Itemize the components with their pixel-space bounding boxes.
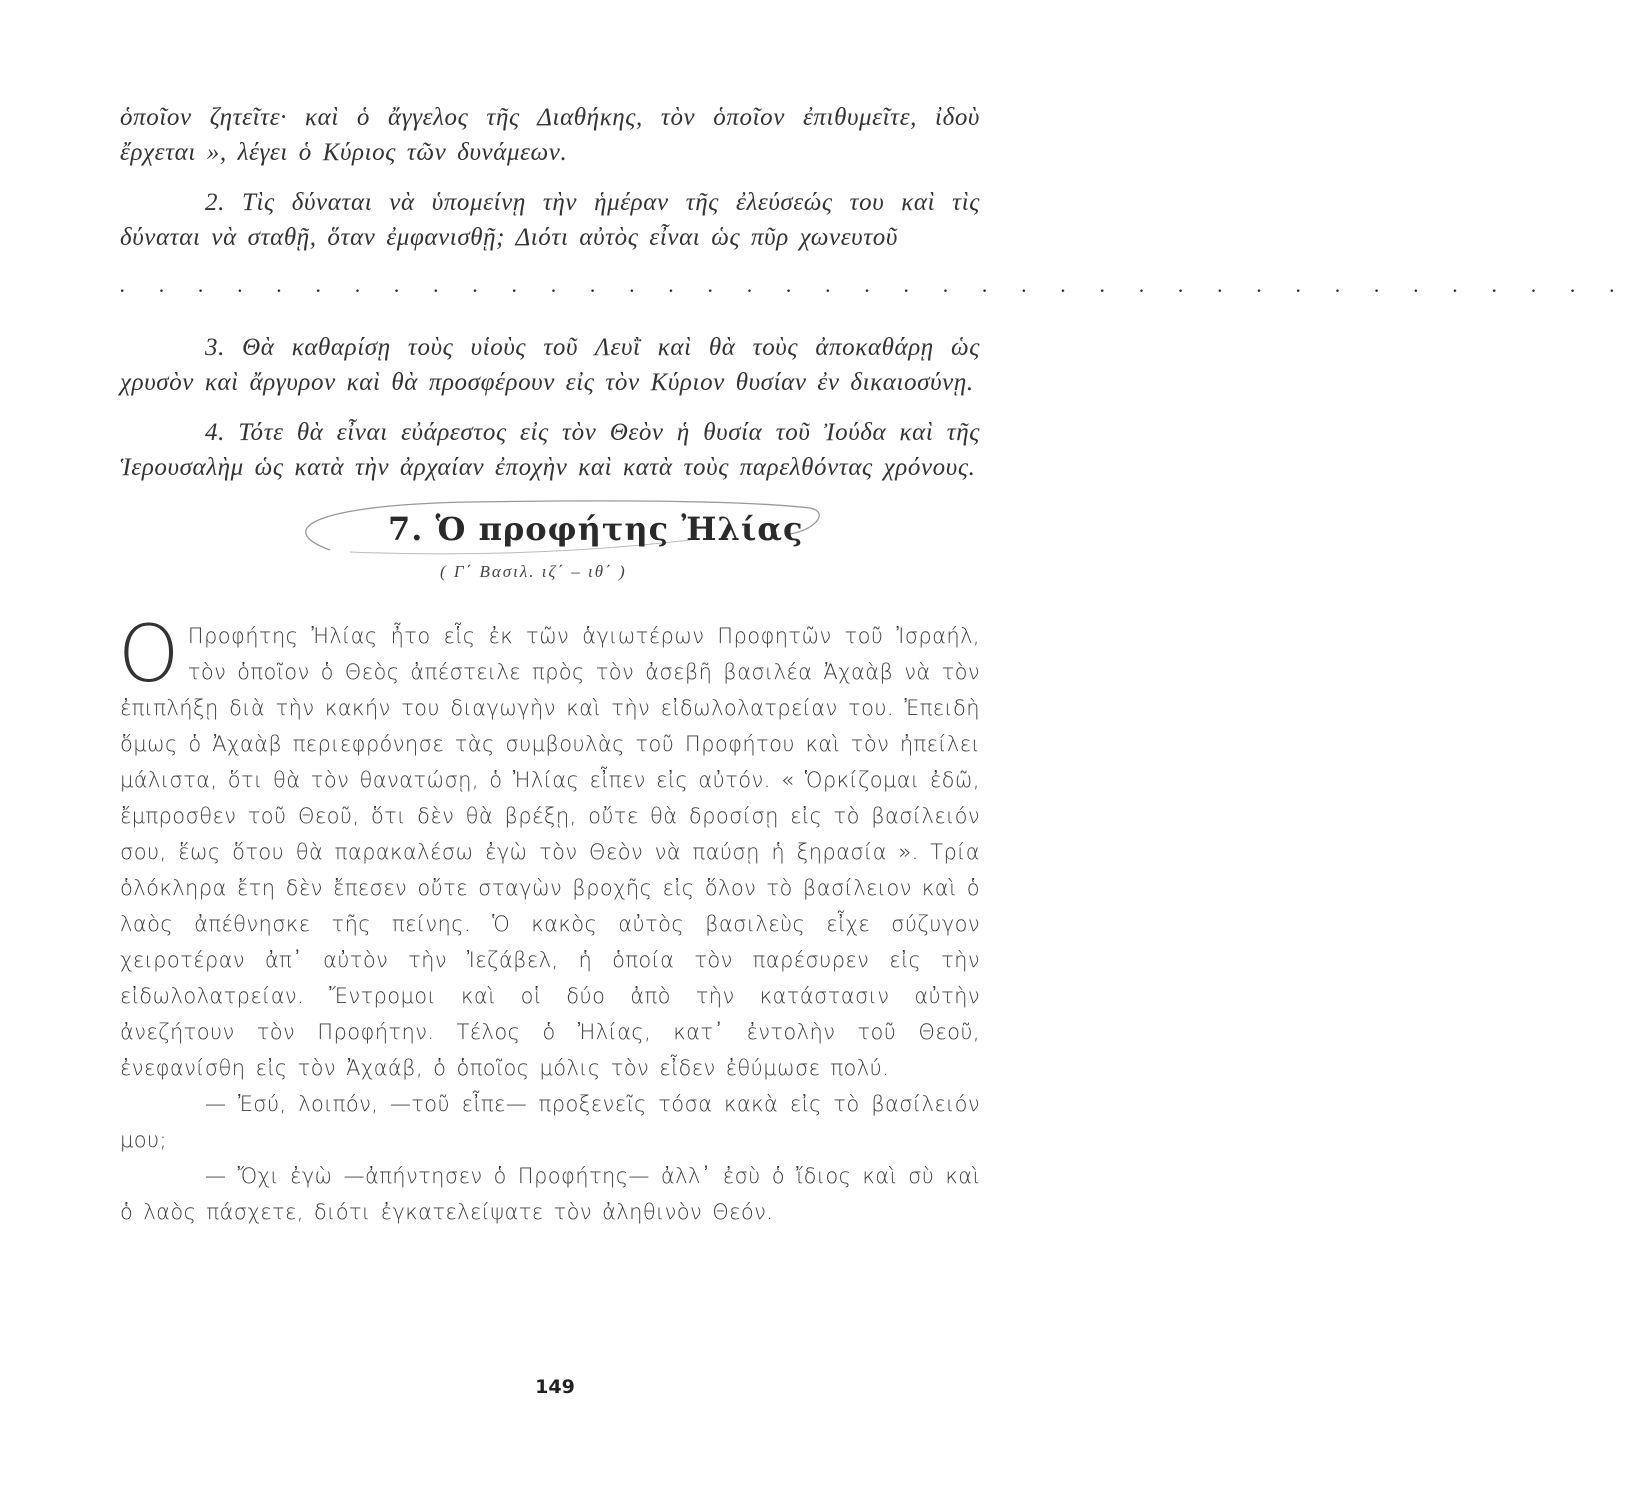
first-paragraph — [118, 610, 980, 1086]
page-content — [118, 100, 1627, 1230]
dialogue-paragraph-1: — Ἐσύ, λοιπόν, —τοῦ εἶπε— προξενεῖς τόσα κακὰ εἰς τὸ βασίλειόν μου; — [120, 1092, 980, 1152]
dialogue-paragraph-2: — Ὄχι ἐγὼ —ἀπήντησεν ὁ Προφήτης— ἀλλ᾿ ἐσὺ ὁ ἴδιος καὶ σὺ καὶ ὁ λαὸς πάσχετε, διότι ἐγκατελείψατε τὸν ἀληθινὸν Θεόν. — [120, 1164, 980, 1224]
first-paragraph-text: Προφήτης Ἠλίας ἦτο εἷς ἐκ τῶν ἁγιωτέρων Προφητῶν τοῦ Ἰσραήλ, τὸν ὁποῖον ὁ Θεὸς ἀπέστειλε πρὸς τὸν ἀσεβῆ βασιλέα Ἀχαὰβ νὰ τὸν ἐπιπλήξῃ διὰ τὴν κακήν του διαγωγὴν καὶ τὴν εἰδωλολατρείαν του. Ἐπειδὴ ὅμως ὁ Ἀχαὰβ περιεφρόνησε τὰς συμβουλὰς τοῦ Προφήτου καὶ τὸν ἠπείλει μάλιστα, ὅτι θὰ τὸν θανατώσῃ, ὁ Ἠλίας εἶπεν εἰς αὐτόν. « Ὁρκίζομαι ἐδῶ, ἔμπροσθεν τοῦ Θεοῦ, ὅτι δὲν θὰ βρέξῃ, οὔτε θὰ δροσίσῃ εἰς τὸ βασίλειόν σου, ἕως ὅτου θὰ παρακαλέσω ἐγὼ τὸν Θεὸν νὰ παύσῃ ἡ ξηρασία ». Τρία ὁλόκληρα ἔτη δὲν ἔπεσεν οὔτε σταγὼν βροχῆς εἰς ὅλον τὸ βασίλειον καὶ ὁ λαὸς ἀπέθνησκε τῆς πείνης. Ὁ κακὸς αὐτὸς βασιλεὺς εἶχε σύζυγον χειροτέραν ἀπ᾿ αὐτὸν τὴν Ἰεζάβελ, ἡ ὁποία τὸν παρέσυρεν εἰς τὴν εἰδωλολατρείαν. Ἔντρομοι καὶ οἱ δύο ἀπὸ τὴν κατάστασιν αὐτὴν ἀνεζήτουν τὸν Προφήτην. Τέλος ὁ Ἠλίας, κατ᾿ ἐντολὴν τοῦ Θεοῦ, ἐνεφανίσθη εἰς τὸν Ἀχαάβ, ὁ ὁποῖος μόλις τὸν εἶδεν ἐθύμωσε πολύ. — [120, 624, 980, 1080]
page-number: 149 — [535, 1376, 575, 1398]
verse-4: 4. Τότε θὰ εἶναι εὐάρεστος εἰς τὸν Θεὸν ἡ θυσία τοῦ Ἰούδα καὶ τῆς Ἱερουσαλὴμ ὡς κατὰ τὴν ἀρχαίαν ἐποχὴν καὶ κατὰ τοὺς παρελθόντας χρόνους. — [120, 419, 980, 481]
drop-cap: Ο — [118, 610, 180, 700]
verse-2: 2. Τὶς δύναται νὰ ὑπομείνῃ τὴν ἡμέραν τῆς ἐλεύσεώς του καὶ τὶς δύναται νὰ σταθῇ, ὅταν ἐμφανισθῇ; Διότι αὐτὸς εἶναι ὡς πῦρ χωνευτοῦ — [120, 189, 980, 251]
verse-3: 3. Θὰ καθαρίσῃ τοὺς υἱοὺς τοῦ Λευῒ καὶ θὰ τοὺς ἀποκαθάρῃ ὡς χρυσὸν καὶ ἄργυρον καὶ θὰ προσφέρουν εἰς τὸν Κύριον θυσίαν ἐν δικαιοσύνῃ. — [120, 334, 980, 396]
scripture-continuation: ὁποῖον ζητεῖτε· καὶ ὁ ἄγγελος τῆς Διαθήκης, τὸν ὁποῖον ἐπιθυμεῖτε, ἰδοὺ ἔρχεται », λέγει ὁ Κύριος τῶν δυνάμεων. — [120, 104, 980, 166]
chapter-body — [118, 610, 980, 1230]
scripture-passage — [120, 100, 1627, 485]
chapter-title: 7. Ὁ προφήτης Ἠλίας — [388, 510, 804, 548]
chapter-heading — [120, 510, 980, 610]
ellipsis-dots: . . . . . . . . . . . . . . . . . . . . . . . . . . . . . . . . . . . . . . . — [120, 272, 1627, 297]
chapter-reference: ( Γ΄ Βασιλ. ιζ΄ – ιθ΄ ) — [440, 562, 627, 581]
